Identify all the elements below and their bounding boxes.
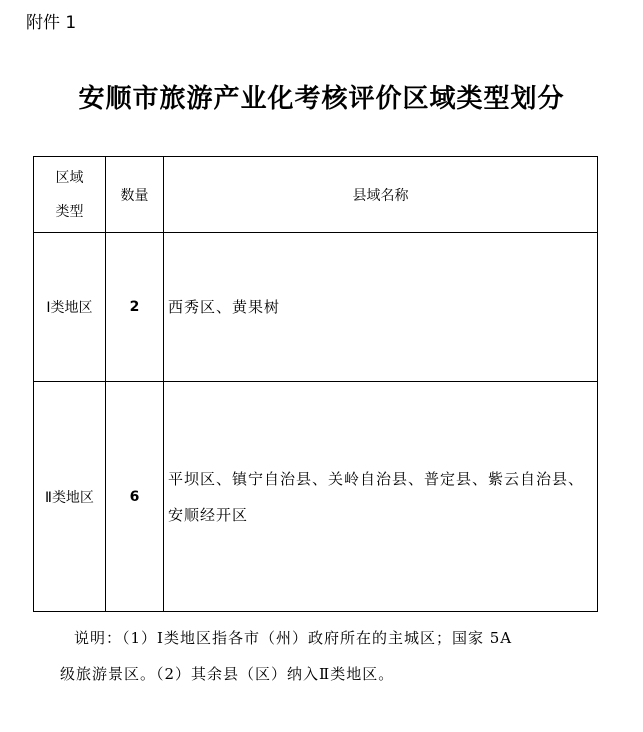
header-region-type-line2: 类型: [55, 203, 84, 220]
row-region-type: Ⅱ类地区: [34, 382, 106, 612]
table-row: [34, 382, 598, 612]
region-classification-table: [33, 156, 598, 612]
explanatory-note: [60, 620, 598, 692]
row-count: 6: [106, 382, 164, 612]
note-line-2: 级旅游景区。（2）其余县（区）纳入Ⅱ类地区。: [60, 665, 395, 683]
header-county-names: 县域名称: [164, 157, 598, 233]
header-region-type: [34, 157, 106, 233]
attachment-label: 附件 1: [26, 13, 77, 33]
row-count: 2: [106, 233, 164, 382]
header-count: 数量: [106, 157, 164, 233]
document-title: 安顺市旅游产业化考核评价区域类型划分: [78, 84, 565, 114]
row-county-names: 西秀区、黄果树: [164, 233, 598, 382]
header-region-type-line1: 区域: [55, 169, 84, 186]
note-line-1: 说明：（1）Ⅰ类地区指各市（州）政府所在的主城区；国家 5A: [74, 629, 513, 647]
table-header-row: [34, 157, 598, 233]
table-row: [34, 233, 598, 382]
row-region-type: Ⅰ类地区: [34, 233, 106, 382]
row-county-names: 平坝区、镇宁自治县、关岭自治县、普定县、紫云自治县、安顺经开区: [164, 382, 598, 612]
